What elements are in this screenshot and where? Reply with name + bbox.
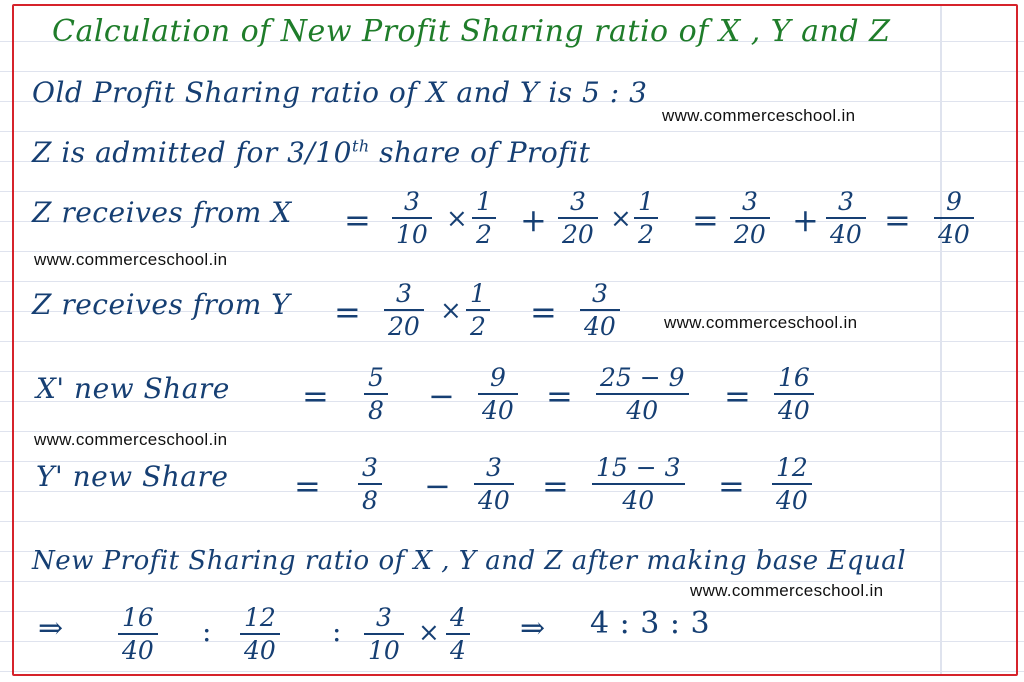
denominator: 8 xyxy=(368,395,384,425)
fraction-bar xyxy=(934,217,974,219)
equals-sign: = xyxy=(294,467,321,505)
denominator: 10 xyxy=(368,635,400,665)
denominator: 2 xyxy=(476,219,492,249)
fraction xyxy=(774,364,814,424)
fraction xyxy=(364,364,388,424)
fraction-bar xyxy=(634,217,658,219)
colon-sign: : xyxy=(202,615,212,648)
denominator: 2 xyxy=(470,311,486,341)
fraction xyxy=(592,454,685,514)
watermark: www.commerceschool.in xyxy=(690,581,884,600)
denominator: 40 xyxy=(778,395,810,425)
numerator: 4 xyxy=(450,603,466,632)
denominator: 40 xyxy=(122,635,154,665)
fraction xyxy=(474,454,514,514)
denominator: 40 xyxy=(830,219,862,249)
fraction xyxy=(472,188,496,248)
numerator: 3 xyxy=(395,279,412,308)
final-ratio-result: 4 : 3 : 3 xyxy=(590,606,711,641)
z-admitted-text: Z is admitted for 3/10 xyxy=(32,136,352,169)
fraction xyxy=(826,188,866,248)
fraction-bar xyxy=(580,309,620,311)
fraction-bar xyxy=(364,633,404,635)
fraction xyxy=(384,280,424,340)
numerator: 25 − 9 xyxy=(600,363,685,392)
fraction xyxy=(634,188,658,248)
z-admitted-sup: th xyxy=(351,136,370,156)
z-from-y-label: Z receives from Y xyxy=(32,288,291,321)
fraction-bar xyxy=(358,483,382,485)
fraction-bar xyxy=(826,217,866,219)
fraction xyxy=(596,364,689,424)
plus-sign: + xyxy=(520,201,547,239)
numerator: 9 xyxy=(489,363,506,392)
fraction-bar xyxy=(478,393,518,395)
watermark: www.commerceschool.in xyxy=(664,313,858,332)
fraction xyxy=(580,280,620,340)
z-from-x-label: Z receives from X xyxy=(32,196,292,229)
equals-sign: = xyxy=(884,201,911,239)
denominator: 40 xyxy=(482,395,514,425)
watermark: www.commerceschool.in xyxy=(662,106,856,125)
numerator: 12 xyxy=(244,603,276,632)
fraction xyxy=(730,188,770,248)
times-sign: × xyxy=(418,618,440,648)
fraction-bar xyxy=(384,309,424,311)
numerator: 3 xyxy=(569,187,586,216)
denominator: 20 xyxy=(562,219,594,249)
numerator: 3 xyxy=(741,187,758,216)
colon-sign: : xyxy=(332,615,342,648)
denominator: 20 xyxy=(734,219,766,249)
numerator: 5 xyxy=(368,363,384,392)
equals-sign: = xyxy=(692,201,719,239)
equals-sign: = xyxy=(718,467,745,505)
denominator: 40 xyxy=(244,635,276,665)
fraction xyxy=(446,604,470,664)
times-sign: × xyxy=(610,204,632,234)
numerator: 15 − 3 xyxy=(596,453,681,482)
denominator: 2 xyxy=(638,219,654,249)
fraction-bar xyxy=(592,483,685,485)
new-ratio-line: New Profit Sharing ratio of X , Y and Z after making base Equal xyxy=(32,546,907,576)
y-new-share-label: Y' new Share xyxy=(36,460,229,493)
fraction-bar xyxy=(472,217,496,219)
fraction-bar xyxy=(772,483,812,485)
z-admitted-tail: share of Profit xyxy=(379,136,591,169)
implies-arrow: ⇒ xyxy=(38,611,64,646)
x-new-share-label: X' new Share xyxy=(36,372,230,405)
fraction xyxy=(934,188,974,248)
fraction xyxy=(118,604,158,664)
fraction-bar xyxy=(466,309,490,311)
page-title: Calculation of New Profit Sharing ratio of X , Y and Z xyxy=(52,14,891,49)
fraction-bar xyxy=(596,393,689,395)
minus-sign: − xyxy=(428,377,455,415)
fraction xyxy=(364,604,404,664)
fraction-bar xyxy=(364,393,388,395)
times-sign: × xyxy=(440,296,462,326)
numerator: 3 xyxy=(362,453,378,482)
fraction xyxy=(772,454,812,514)
fraction xyxy=(558,188,598,248)
old-ratio-line: Old Profit Sharing ratio of X and Y is 5 : 3 xyxy=(32,76,648,109)
minus-sign: − xyxy=(424,467,451,505)
equals-sign: = xyxy=(530,293,557,331)
denominator: 40 xyxy=(626,395,659,425)
numerator: 3 xyxy=(837,187,854,216)
numerator: 3 xyxy=(375,603,392,632)
equals-sign: = xyxy=(542,467,569,505)
equals-sign: = xyxy=(344,201,371,239)
equals-sign: = xyxy=(724,377,751,415)
denominator: 10 xyxy=(396,219,428,249)
fraction-bar xyxy=(446,633,470,635)
denominator: 40 xyxy=(776,485,808,515)
numerator: 16 xyxy=(122,603,154,632)
times-sign: × xyxy=(446,204,468,234)
fraction-bar xyxy=(774,393,814,395)
numerator: 3 xyxy=(591,279,608,308)
fraction-bar xyxy=(730,217,770,219)
numerator: 3 xyxy=(403,187,420,216)
implies-arrow: ⇒ xyxy=(520,611,546,646)
denominator: 20 xyxy=(388,311,420,341)
watermark: www.commerceschool.in xyxy=(34,430,228,449)
denominator: 40 xyxy=(478,485,510,515)
equals-sign: = xyxy=(302,377,329,415)
plus-sign: + xyxy=(792,201,819,239)
numerator: 1 xyxy=(638,187,654,216)
numerator: 12 xyxy=(776,453,808,482)
numerator: 1 xyxy=(470,279,486,308)
fraction xyxy=(358,454,382,514)
equals-sign: = xyxy=(334,293,361,331)
fraction-bar xyxy=(392,217,432,219)
watermark: www.commerceschool.in xyxy=(34,250,228,269)
numerator: 1 xyxy=(476,187,492,216)
equals-sign: = xyxy=(546,377,573,415)
fraction xyxy=(466,280,490,340)
denominator: 40 xyxy=(938,219,970,249)
denominator: 40 xyxy=(584,311,616,341)
denominator: 40 xyxy=(622,485,655,515)
fraction xyxy=(392,188,432,248)
fraction xyxy=(478,364,518,424)
denominator: 8 xyxy=(362,485,378,515)
numerator: 9 xyxy=(945,187,962,216)
fraction xyxy=(240,604,280,664)
numerator: 3 xyxy=(485,453,502,482)
fraction-bar xyxy=(474,483,514,485)
z-admitted-line xyxy=(32,136,590,169)
numerator: 16 xyxy=(778,363,810,392)
fraction-bar xyxy=(558,217,598,219)
fraction-bar xyxy=(118,633,158,635)
denominator: 4 xyxy=(450,635,466,665)
fraction-bar xyxy=(240,633,280,635)
